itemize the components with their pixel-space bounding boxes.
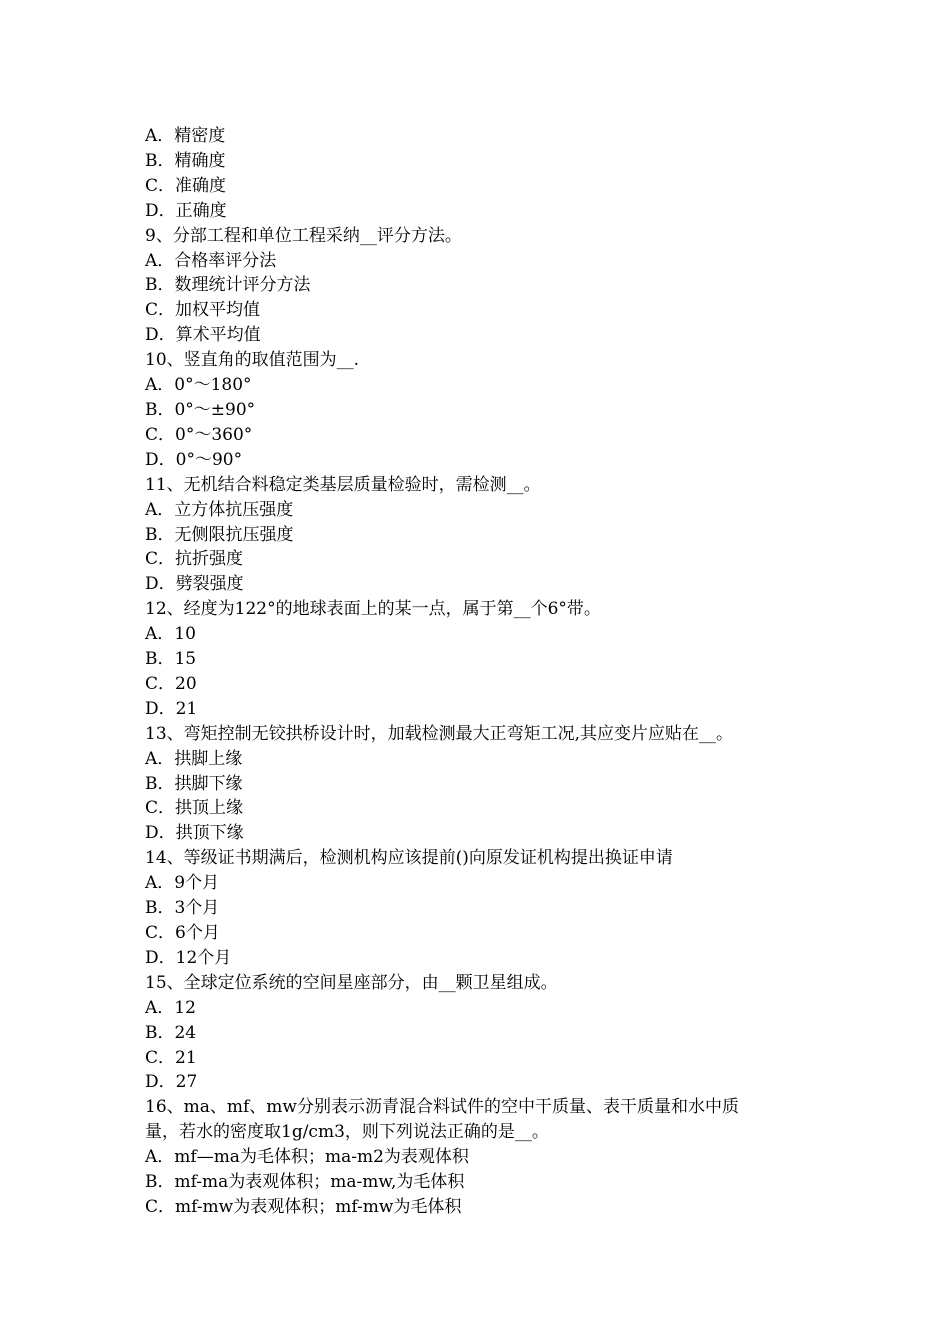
option-line: D．劈裂强度 xyxy=(145,574,244,595)
option-line: B．无侧限抗压强度 xyxy=(145,524,294,545)
option-line: A．精密度 xyxy=(145,126,226,146)
question-line: 11、无机结合料稳定类基层质量检验时，需检测__。 xyxy=(145,474,541,495)
question-line: 14、等级证书期满后，检测机构应该提前()向原发证机构提出换证申请 xyxy=(145,848,673,869)
option-line: D．正确度 xyxy=(145,200,227,221)
option-line: B．数理统计评分方法 xyxy=(145,275,311,296)
option-line: D．拱顶下缘 xyxy=(145,823,244,844)
option-line: A．合格率评分法 xyxy=(145,250,277,271)
option-line: A．9个月 xyxy=(145,873,220,894)
option-line: B．24 xyxy=(145,1022,197,1043)
option-line: A．12 xyxy=(145,997,196,1018)
question-line: 12、经度为122°的地球表面上的某一点，属于第__个6°带。 xyxy=(145,599,601,620)
option-line: B．mf-ma为表观体积；ma-mw,为毛体积 xyxy=(145,1172,465,1193)
option-line: B．拱脚下缘 xyxy=(145,773,243,794)
option-line: D．27 xyxy=(145,1072,198,1093)
option-line: D．21 xyxy=(145,698,198,719)
option-line: D．算术平均值 xyxy=(145,325,261,346)
option-line: A．拱脚上缘 xyxy=(145,748,243,769)
option-line: C．20 xyxy=(145,673,197,694)
question-line: 15、全球定位系统的空间星座部分，由__颗卫星组成。 xyxy=(145,972,558,993)
option-line: A．mf—ma为毛体积；ma-m2为表观体积 xyxy=(145,1147,469,1168)
option-line: C．6个月 xyxy=(145,923,220,943)
question-line: 16、ma、mf、mw分别表示沥青混合料试件的空中干质量、表干质量和水中质 xyxy=(145,1097,739,1118)
option-line: B．0°～±90° xyxy=(145,399,256,420)
question-line-continued: 量，若水的密度取1g/cm3，则下列说法正确的是__。 xyxy=(145,1122,549,1143)
question-line: 10、竖直角的取值范围为__. xyxy=(145,350,360,371)
document-page xyxy=(145,124,825,1220)
option-line: C．mf-mw为表观体积；mf-mw为毛体积 xyxy=(145,1196,462,1217)
option-line: C．拱顶上缘 xyxy=(145,798,244,819)
option-line: A．立方体抗压强度 xyxy=(145,499,294,520)
option-line: C．加权平均值 xyxy=(145,300,261,321)
option-line: C．抗折强度 xyxy=(145,549,244,570)
option-line: C．准确度 xyxy=(145,175,227,196)
option-line: D．0°～90° xyxy=(145,449,243,470)
option-line: B．精确度 xyxy=(145,150,226,171)
option-line: C．0°～360° xyxy=(145,424,253,445)
option-line: B．3个月 xyxy=(145,898,220,919)
option-line: B．15 xyxy=(145,649,197,670)
option-line: D．12个月 xyxy=(145,947,232,968)
question-line: 9、分部工程和单位工程采纳__评分方法。 xyxy=(145,225,462,246)
option-line: C．21 xyxy=(145,1047,197,1068)
option-line: A．0°～180° xyxy=(145,375,252,396)
option-line: A．10 xyxy=(145,624,196,645)
question-line: 13、弯矩控制无铰拱桥设计时，加载检测最大正弯矩工况,其应变片应贴在__。 xyxy=(145,723,734,744)
